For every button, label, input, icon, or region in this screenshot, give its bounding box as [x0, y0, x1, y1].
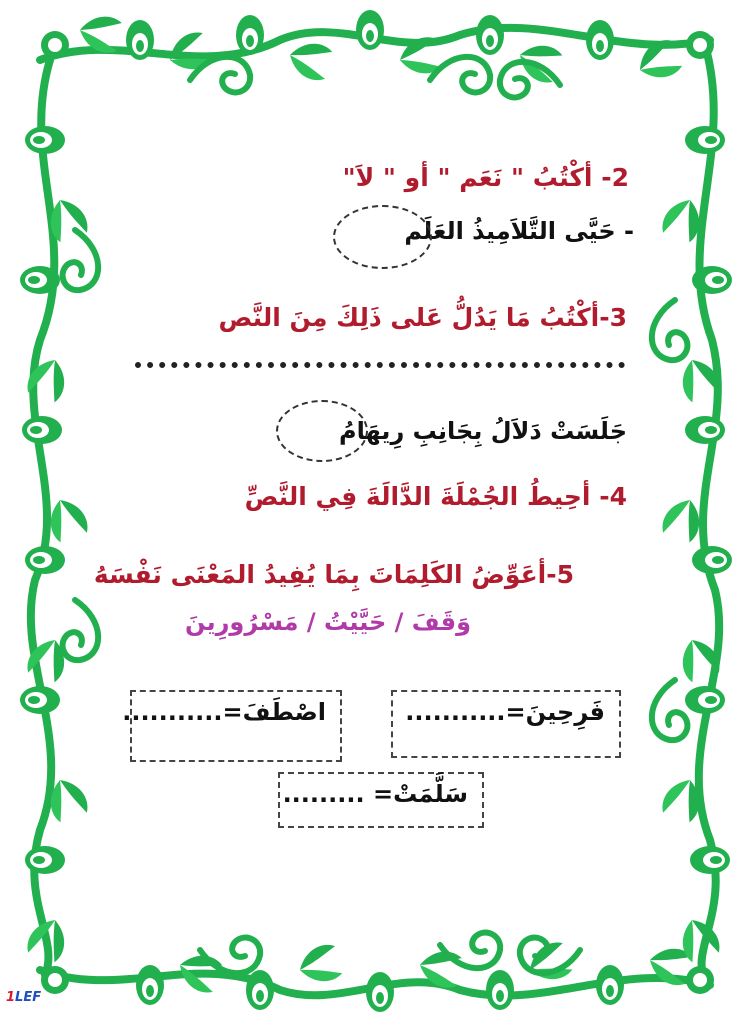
answer-box-1-blank[interactable]: =...........: [405, 698, 526, 726]
answer-box-1-word: فَرِحِينَ: [525, 698, 605, 726]
answer-box-3-word: سَلَّمَتْ: [393, 780, 468, 808]
q3-answer-ellipse[interactable]: [276, 400, 368, 462]
answer-box-2-word: اصْطَفَ: [242, 698, 326, 726]
answer-box-2-blank[interactable]: =...........: [122, 698, 243, 726]
q4-title: 4- أحِيطُ الجُمْلَةَ الدَّالَةَ فِي النَّصِّ: [244, 482, 627, 511]
site-logo-text: LEF: [15, 990, 42, 1005]
q2-answer-ellipse[interactable]: [333, 205, 432, 269]
site-logo-number: 1: [6, 990, 16, 1005]
q5-title: 5-أعَوِّضُ الكَلِمَاتَ بِمَا يُفِيدُ المَعْنَى نَفْسَهُ: [93, 560, 574, 589]
site-logo: [6, 990, 41, 1005]
q2-title: 2- أكْتُبُ " نَعَم " أو " لاَ": [342, 163, 629, 192]
answer-box-3[interactable]: [278, 772, 484, 828]
q3-statement: جَلَسَتْ دَلاَلُ بِجَانِبِ رِيهَامُ: [338, 417, 627, 445]
answer-box-1[interactable]: [391, 690, 621, 758]
q5-word-bank: وَقَفَ / حَيَّيْتُ / مَسْرُورِينَ: [184, 608, 471, 636]
q2-statement: - حَيَّى التَّلاَمِيذُ العَلَم: [404, 217, 634, 245]
answer-box-2[interactable]: [122, 690, 342, 762]
answer-box-3-blank[interactable]: = .........: [282, 780, 394, 808]
q3-title: 3-أكْتُبُ مَا يَدُلُّ عَلى ذَلِكَ مِنَ النَّص: [218, 303, 627, 332]
q3-answer-line[interactable]: [135, 362, 625, 368]
